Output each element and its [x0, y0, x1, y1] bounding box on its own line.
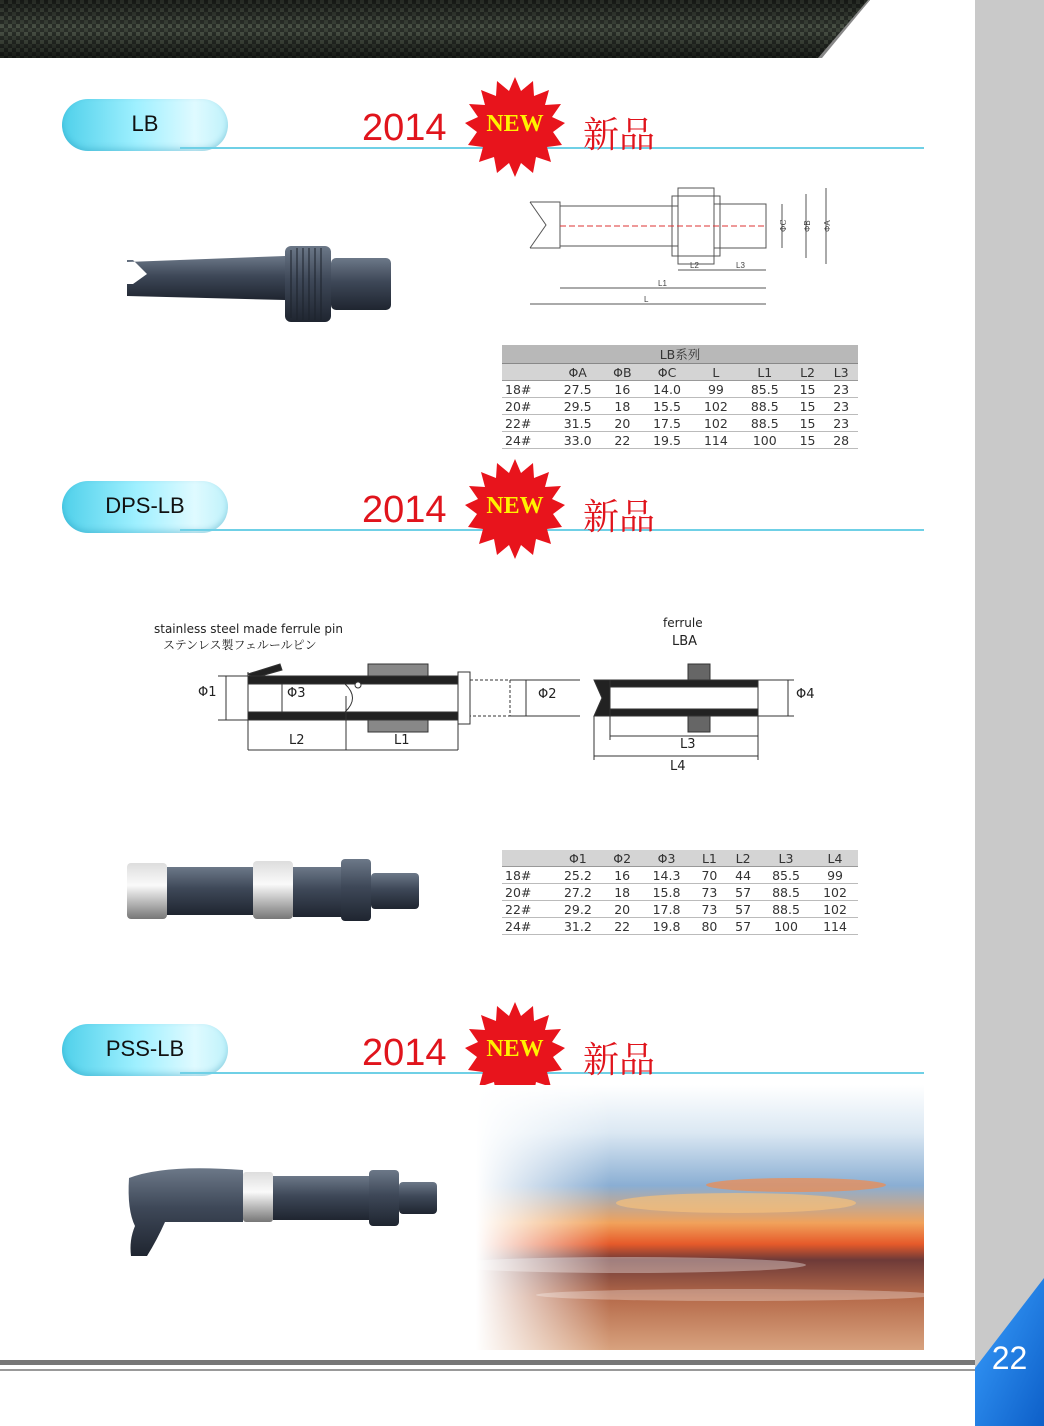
header-cell: L3: [824, 364, 858, 381]
header-cell: L1: [693, 850, 727, 867]
table-cell: 23: [824, 415, 858, 432]
table-cell: 23: [824, 398, 858, 415]
sunset-beach-photo: [476, 1085, 924, 1350]
table-row: [502, 398, 858, 415]
table-cell: 27.5: [552, 381, 604, 398]
table-cell: 17.8: [641, 901, 693, 918]
table-cell: 73: [693, 901, 727, 918]
table-cell: 24#: [502, 432, 552, 449]
ferrule-label: ferrule: [663, 616, 703, 630]
lb-dim-l: L: [644, 295, 649, 304]
bottom-divider-thick: [0, 1360, 975, 1365]
table-cell: 24#: [502, 918, 552, 935]
header-cell: Φ2: [604, 850, 641, 867]
table-cell: 25.2: [552, 867, 604, 884]
dps-lb-product-photo: [125, 855, 425, 925]
header-cell: L: [693, 364, 739, 381]
table-cell: 15: [791, 398, 825, 415]
header-cell: Φ1: [552, 850, 604, 867]
table-cell: 88.5: [739, 415, 791, 432]
table-cell: 102: [693, 398, 739, 415]
year-label: 2014: [362, 1032, 447, 1074]
header-cell: ΦA: [552, 364, 604, 381]
header-cell: [502, 364, 552, 381]
header-cell: L1: [739, 364, 791, 381]
table-cell: 27.2: [552, 884, 604, 901]
lb-technical-drawing: [520, 180, 840, 310]
table-cell: 18#: [502, 867, 552, 884]
table-cell: 73: [693, 884, 727, 901]
dim-phi1: Φ1: [198, 685, 217, 700]
new-product-label: 新品: [583, 497, 656, 538]
table-cell: 29.5: [552, 398, 604, 415]
header-cell: [502, 850, 552, 867]
table-cell: 15: [791, 381, 825, 398]
table-cell: 16: [604, 381, 641, 398]
pin-label-english: stainless steel made ferrule pin: [154, 622, 343, 636]
dps-lb-technical-drawing: [190, 650, 830, 780]
table-cell: 85.5: [760, 867, 812, 884]
dim-phi4: Φ4: [796, 687, 815, 702]
lb-dim-l2: L2: [690, 261, 699, 270]
header-cell: ΦC: [641, 364, 693, 381]
dim-l2: L2: [289, 733, 305, 748]
carbon-fiber-banner: [0, 0, 870, 58]
dim-l1: L1: [394, 733, 410, 748]
new-badge-text: NEW: [486, 111, 544, 137]
header-cell: L2: [791, 364, 825, 381]
new-product-label: 新品: [583, 1040, 656, 1081]
table-cell: 114: [693, 432, 739, 449]
header-cell: L2: [726, 850, 760, 867]
table-cell: 22#: [502, 415, 552, 432]
table-cell: 15: [791, 432, 825, 449]
ferrule-code: LBA: [672, 634, 698, 649]
lb-dim-phi-c: ΦC: [779, 219, 788, 232]
table-cell: 20#: [502, 884, 552, 901]
table-cell: 57: [726, 918, 760, 935]
table-cell: 44: [726, 867, 760, 884]
table-cell: 14.3: [641, 867, 693, 884]
series-pill-label: PSS-LB: [105, 1036, 185, 1061]
section-header-dps-lb: [0, 477, 975, 547]
table-row: [502, 381, 858, 398]
table-row: [502, 867, 858, 884]
table-cell: 102: [693, 415, 739, 432]
right-side-strip: [975, 0, 1044, 1426]
table-cell: 100: [760, 918, 812, 935]
header-cell: L4: [812, 850, 858, 867]
header-cell: Φ3: [641, 850, 693, 867]
header-cell: ΦB: [604, 364, 641, 381]
series-pill-dps-lb: [62, 481, 228, 533]
table-cell: 102: [812, 901, 858, 918]
new-badge: [465, 459, 565, 559]
lb-dim-phi-b: ΦB: [803, 220, 812, 232]
new-badge-text: NEW: [486, 493, 544, 519]
table-cell: 19.5: [641, 432, 693, 449]
table-row: [502, 918, 858, 935]
table-cell: 57: [726, 884, 760, 901]
table-cell: 15: [791, 415, 825, 432]
series-pill-label: DPS-LB: [105, 493, 185, 518]
header-cell: L3: [760, 850, 812, 867]
series-pill-lb: [62, 99, 228, 151]
table-cell: 14.0: [641, 381, 693, 398]
table-row: [502, 415, 858, 432]
table-cell: 85.5: [739, 381, 791, 398]
top-banner: [0, 0, 870, 58]
table-cell: 70: [693, 867, 727, 884]
pin-label-japanese: ステンレス製フェルールピン: [163, 638, 317, 652]
table-cell: 100: [739, 432, 791, 449]
dim-phi3: Φ3: [287, 686, 306, 701]
table-cell: 22: [604, 918, 641, 935]
new-badge: [465, 77, 565, 177]
table-cell: 20: [604, 901, 641, 918]
table-header-row: [502, 850, 858, 867]
table-cell: 29.2: [552, 901, 604, 918]
table-cell: 20: [604, 415, 641, 432]
new-product-label: 新品: [583, 115, 656, 156]
table-cell: 15.8: [641, 884, 693, 901]
table-cell: 18: [604, 884, 641, 901]
table-cell: 18#: [502, 381, 552, 398]
table-cell: 16: [604, 867, 641, 884]
table-cell: 17.5: [641, 415, 693, 432]
bottom-divider-thin: [0, 1369, 975, 1371]
series-pill-pss-lb: [62, 1024, 228, 1076]
dps-lb-spec-table: [502, 850, 858, 935]
lb-spec-table: [502, 345, 858, 449]
page-number: 22: [991, 1340, 1028, 1376]
table-row: [502, 432, 858, 449]
table-cell: 99: [812, 867, 858, 884]
table-cell: 80: [693, 918, 727, 935]
dim-l3: L3: [680, 737, 696, 752]
table-row: [502, 901, 858, 918]
table-cell: 88.5: [760, 901, 812, 918]
pss-lb-product-photo: [125, 1160, 440, 1260]
year-label: 2014: [362, 489, 447, 531]
table-cell: 88.5: [760, 884, 812, 901]
lb-table-title: LB系列: [502, 345, 858, 364]
lb-dim-phi-a: ΦA: [823, 220, 832, 232]
dim-l4: L4: [670, 759, 686, 774]
dim-phi2: Φ2: [538, 687, 557, 702]
table-cell: 15.5: [641, 398, 693, 415]
new-badge-text: NEW: [486, 1036, 544, 1062]
table-header-row: [502, 364, 858, 381]
table-cell: 114: [812, 918, 858, 935]
table-cell: 22: [604, 432, 641, 449]
table-cell: 31.2: [552, 918, 604, 935]
table-cell: 31.5: [552, 415, 604, 432]
section-header-pss-lb: [0, 1020, 975, 1090]
table-cell: 22#: [502, 901, 552, 918]
lb-product-photo: [125, 240, 395, 325]
table-cell: 99: [693, 381, 739, 398]
table-cell: 33.0: [552, 432, 604, 449]
year-label: 2014: [362, 107, 447, 149]
table-cell: 28: [824, 432, 858, 449]
lb-dim-l1: L1: [658, 279, 667, 288]
section-header-lb: [0, 95, 975, 165]
table-cell: 88.5: [739, 398, 791, 415]
table-cell: 20#: [502, 398, 552, 415]
table-row: [502, 884, 858, 901]
table-cell: 57: [726, 901, 760, 918]
table-cell: 18: [604, 398, 641, 415]
series-pill-label: LB: [131, 111, 159, 136]
table-cell: 102: [812, 884, 858, 901]
lb-dim-l3: L3: [736, 261, 745, 270]
table-cell: 19.8: [641, 918, 693, 935]
table-cell: 23: [824, 381, 858, 398]
